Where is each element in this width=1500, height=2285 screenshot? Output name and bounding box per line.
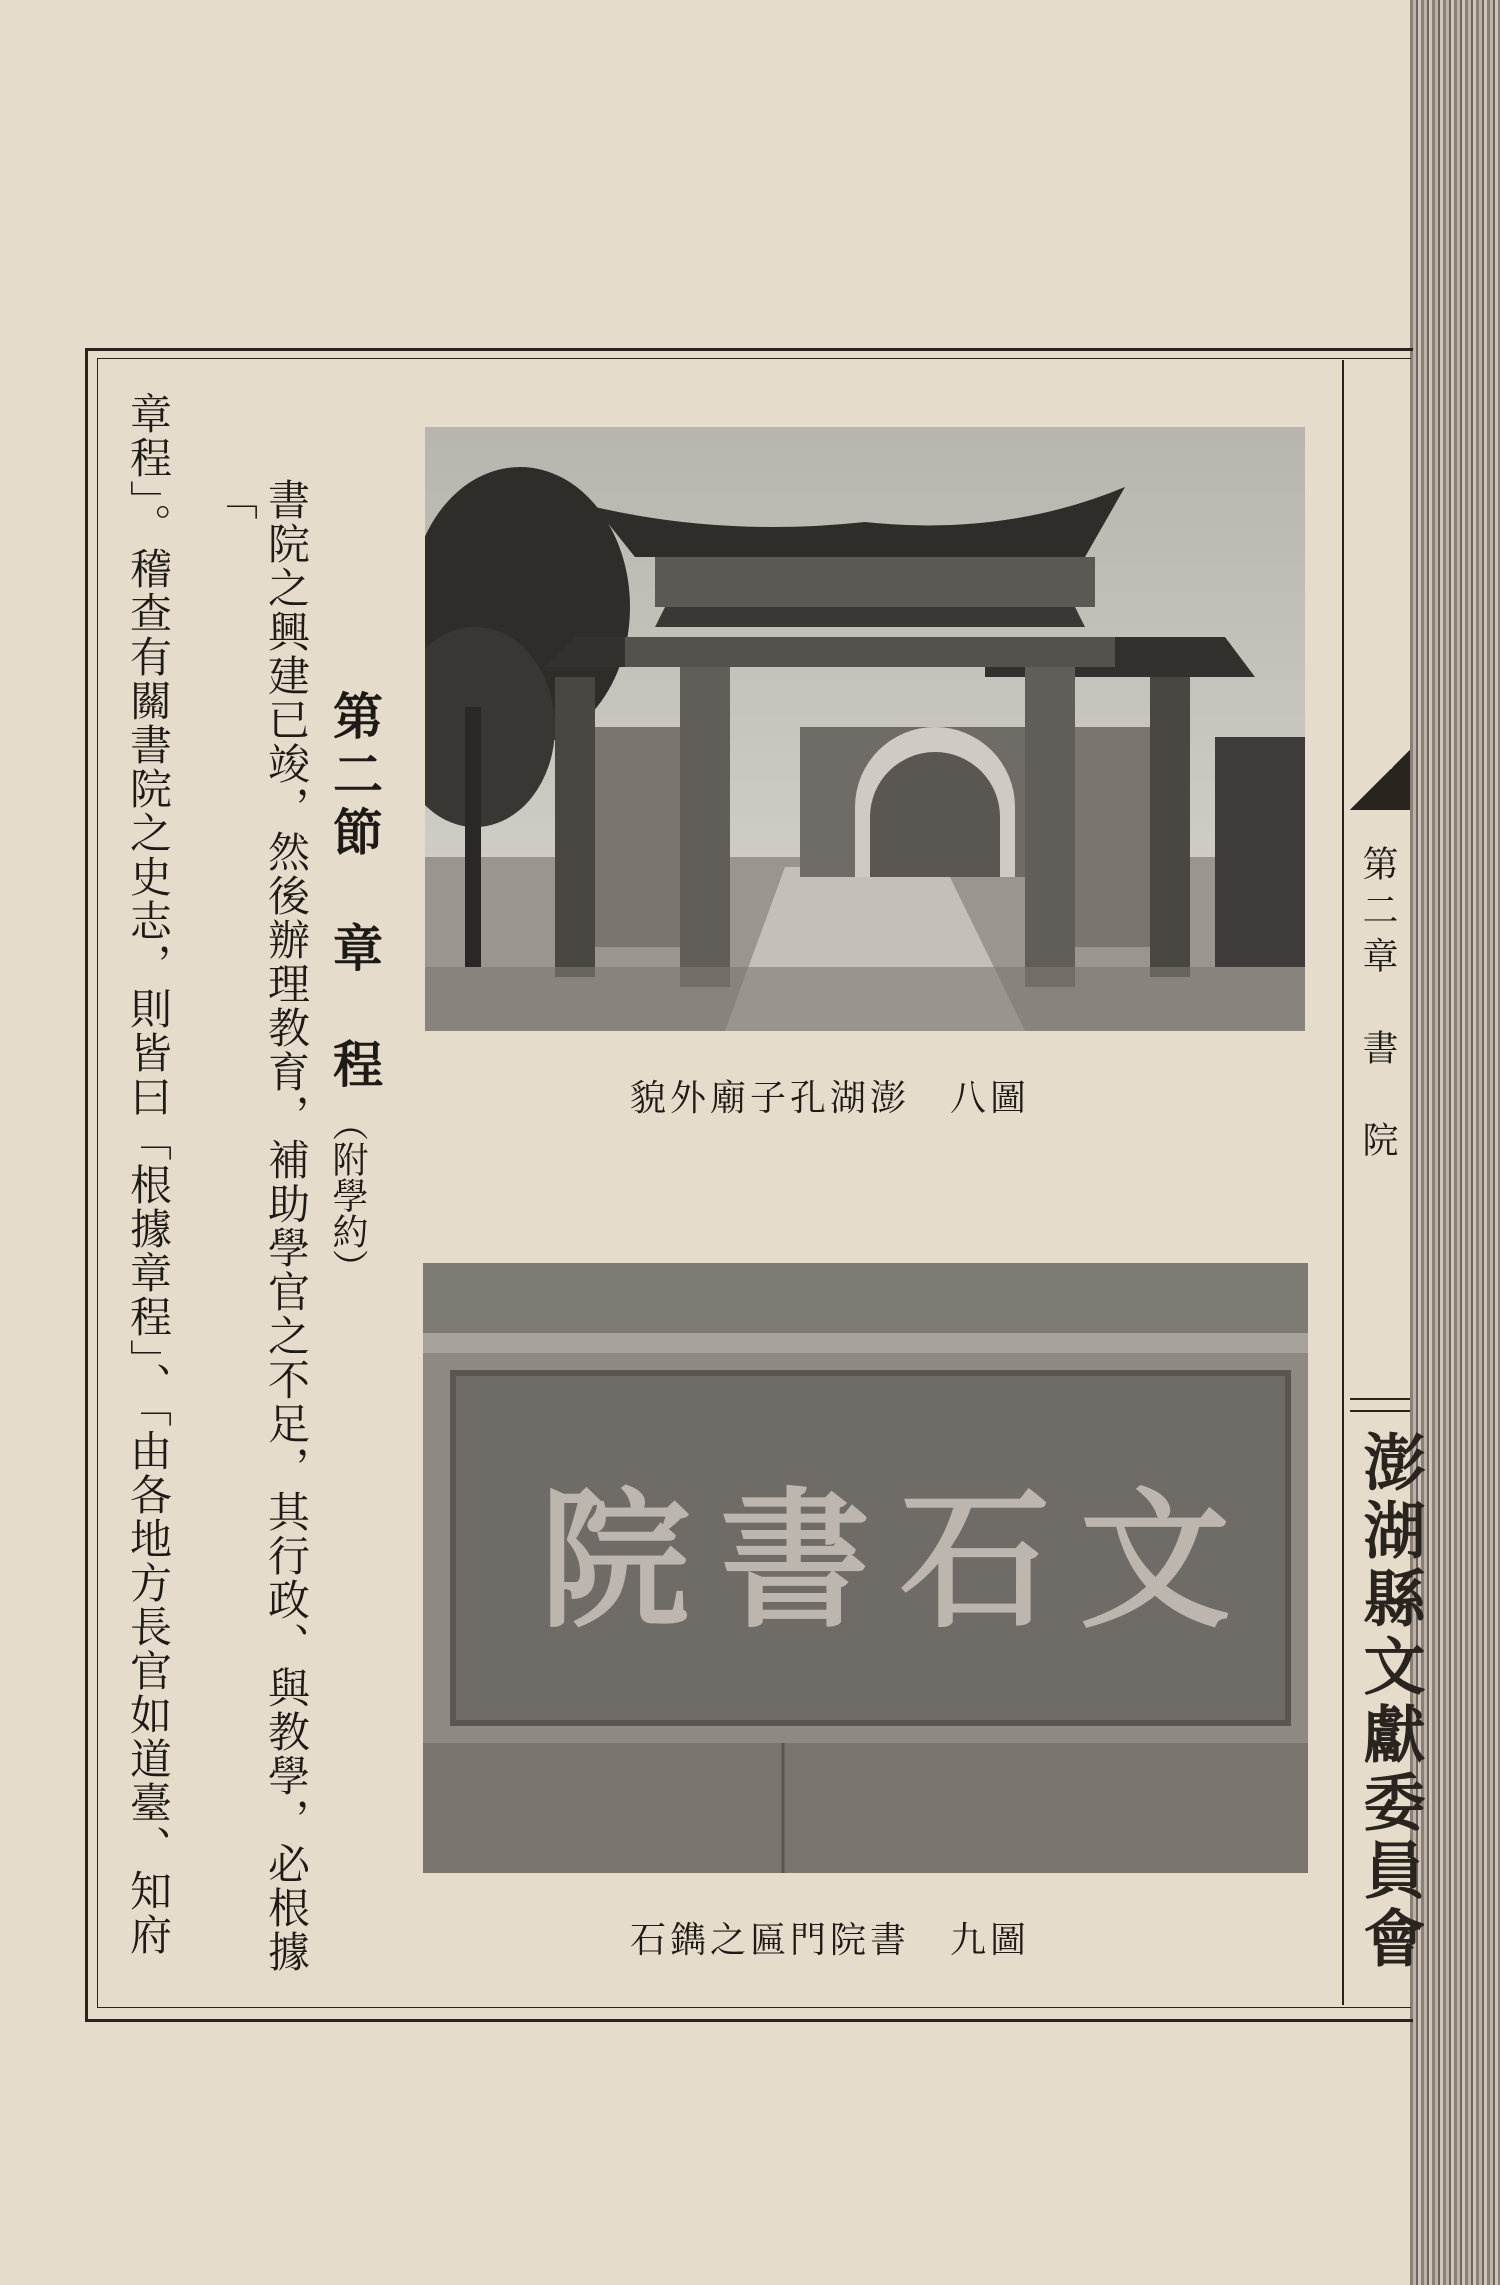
chapter-tab-marker: [1350, 750, 1410, 810]
figure-9-caption: 圖九 書院門匾之鐫石: [629, 1920, 1030, 1961]
publisher-name: 澎湖縣文獻委員會: [1353, 1430, 1426, 1974]
publisher-rule: [1350, 1398, 1410, 1412]
margin-rule: [1342, 360, 1344, 2005]
temple-gate-photo: [425, 427, 1305, 1031]
inscription-text: 文石書院: [540, 1473, 1261, 1649]
figure-8-caption: 圖八 澎湖孔子廟外貌: [629, 1078, 1030, 1119]
body-column-2: 章程」。稽查有關書院之史志，則皆曰「根據章程」、「由各地方長官如道臺、知府: [124, 392, 173, 1957]
section-subtitle: （附學約）: [327, 1105, 368, 1285]
chapter-label: 第二章 書 院: [1357, 845, 1398, 1167]
body-column-1: 書院之興建已竣，然後辦理教育，補助學官之不足，其行政、與教學，必根據「: [210, 478, 311, 1974]
temple-gate-illustration: [425, 427, 1305, 1031]
section-title: 第二節 章 程: [325, 690, 384, 1096]
